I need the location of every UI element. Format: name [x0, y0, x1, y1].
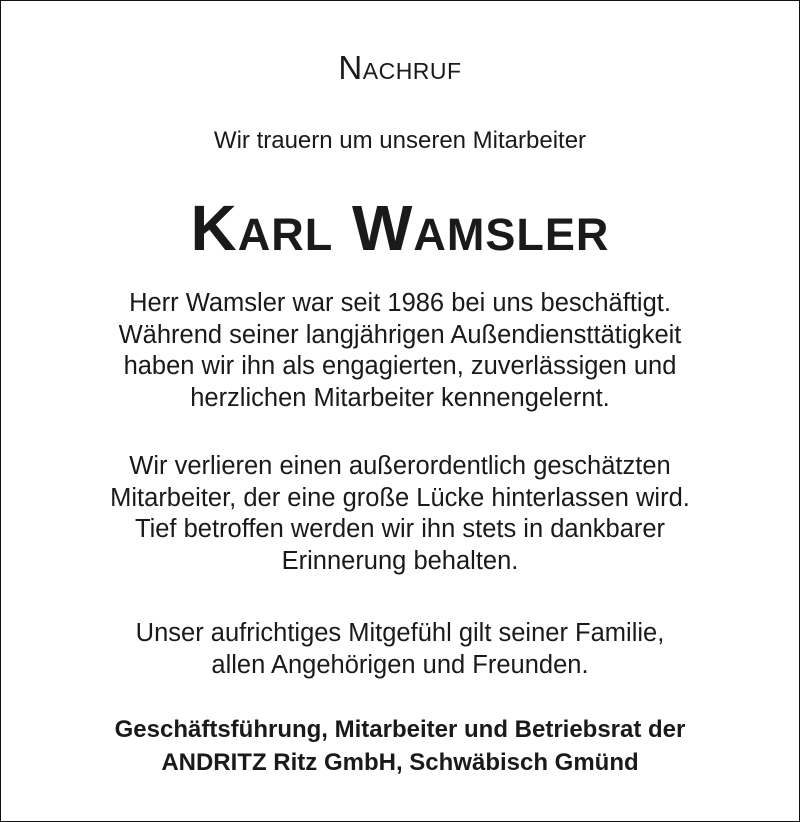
- signature-line: Geschäftsführung, Mitarbeiter und Betriebsrat der: [114, 716, 686, 743]
- signature-line: ANDRITZ Ritz GmbH, Schwäbisch Gmünd: [161, 749, 639, 776]
- paragraph-loss: [0, 451, 800, 577]
- paragraph-line: Unser aufrichtiges Mitgefühl gilt seiner Familie,: [135, 619, 665, 647]
- paragraph-line: Herr Wamsler war seit 1986 bei uns beschäftigt.: [129, 289, 671, 317]
- paragraph-line: Während seiner langjährigen Außendiensttätigkeit: [118, 320, 682, 349]
- paragraph-condolence: [0, 618, 800, 681]
- paragraph-line: Erinnerung behalten.: [281, 546, 519, 575]
- paragraph-line: Tief betroffen werden wir ihn stets in dankbarer: [134, 515, 666, 543]
- intro-line: Wir trauern um unseren Mitarbeiter: [213, 127, 587, 154]
- paragraph-career: [0, 288, 800, 414]
- paragraph-line: Wir verlieren einen außerordentlich geschätzten: [129, 452, 671, 480]
- paragraph-line: haben wir ihn als engagierten, zuverlässigen und: [123, 352, 677, 380]
- deceased-name: Karl Wamsler: [190, 192, 610, 264]
- paragraph-line: allen Angehörigen und Freunden.: [211, 650, 589, 679]
- obituary-heading: Nachruf: [338, 49, 462, 86]
- signature-block: [0, 713, 800, 779]
- paragraph-line: Mitarbeiter, der eine große Lücke hinterlassen wird.: [110, 483, 690, 512]
- paragraph-line: herzlichen Mitarbeiter kennengelernt.: [190, 383, 610, 412]
